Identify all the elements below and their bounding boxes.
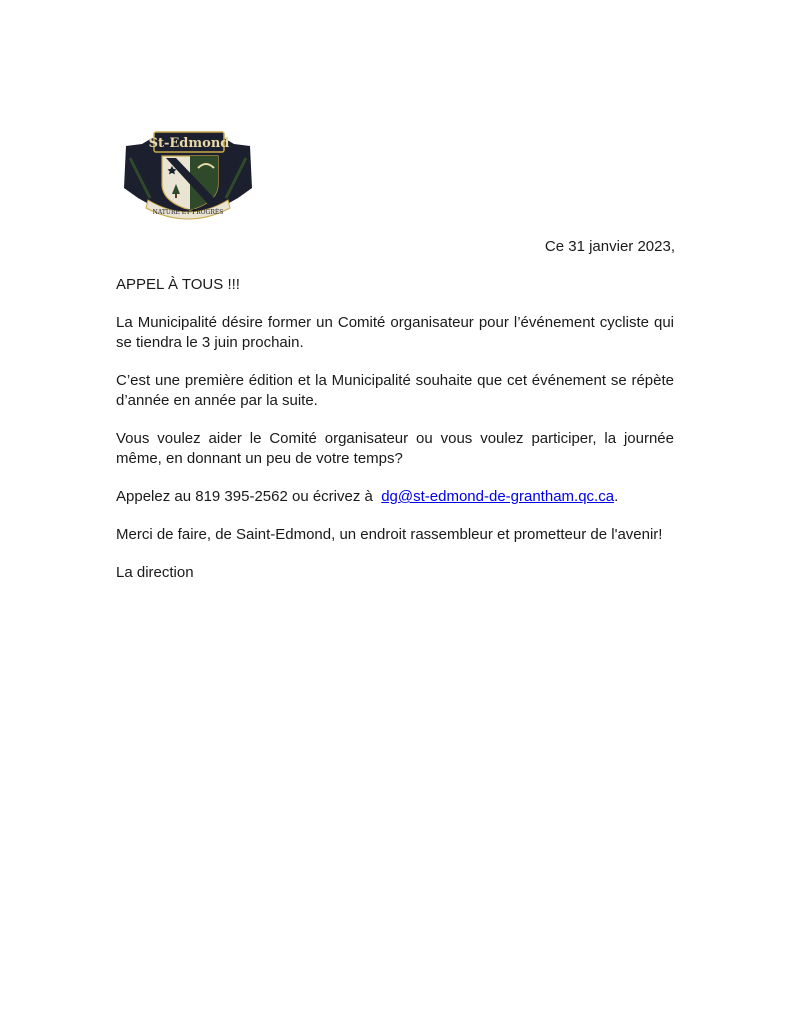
st-edmond-crest-logo <box>120 128 256 220</box>
letter-body <box>116 275 674 601</box>
contact-prefix: Appelez au 819 395-2562 ou écrivez à <box>116 488 378 505</box>
paragraph-committee: La Municipalité désire former un Comité organisateur pour l’événement cycliste qui se tiendra le 3 juin prochain. <box>116 314 674 351</box>
signature: La direction <box>116 564 194 581</box>
svg-text:St-Edmond: St-Edmond <box>148 136 230 151</box>
paragraph-first-edition: C’est une première édition et la Municipalité souhaite que cet événement se répète d’année en année par la suite. <box>116 372 674 409</box>
contact-suffix: . <box>614 488 619 505</box>
svg-text:NATURE ET PROGRÈS: NATURE ET PROGRÈS <box>152 209 224 216</box>
letter-date: Ce 31 janvier 2023, <box>544 238 675 255</box>
contact-email-link[interactable]: dg@st-edmond-de-grantham.qc.ca <box>381 488 615 505</box>
paragraph-closing: Merci de faire, de Saint-Edmond, un endroit rassembleur et prometteur de l'avenir! <box>116 526 663 543</box>
paragraph-volunteer: Vous voulez aider le Comité organisateur ou vous voulez participer, la journée même, en donnant un peu de votre temps? <box>116 430 674 467</box>
paragraph-contact <box>116 487 674 507</box>
letter-heading: APPEL À TOUS !!! <box>116 276 240 293</box>
